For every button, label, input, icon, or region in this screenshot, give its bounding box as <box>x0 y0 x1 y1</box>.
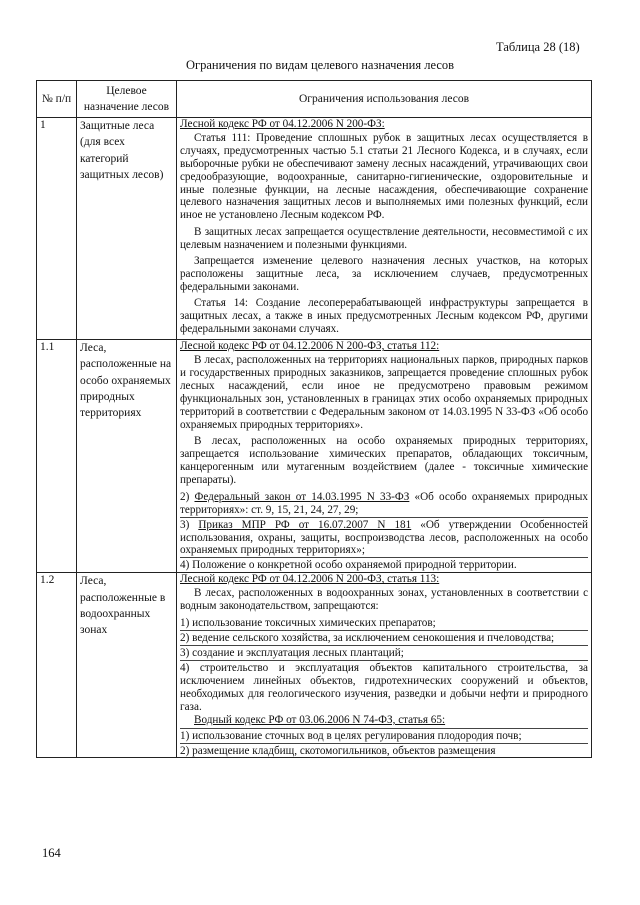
row-number: 1 <box>37 118 77 340</box>
item-text: «Об утверждении Особенностей использования, охраны, защиты, воспроизводства лесов, расположенных на особо охраняемых природных территориях»; <box>180 518 588 557</box>
page-number: 164 <box>42 846 61 860</box>
restriction-paragraph: В лесах, расположенных на территориях национальных парков, природных парков и государственных природных заказников, запрещается проведение сплошных рубок лесных насаждений, если иное не предусмотрено правовым режимом функциональных зон, установленных в границах этих особо охраняемых природных территорий в соответствии с Федеральным законом от 14.03.1995 N 33-ФЗ «Об особо охраняемых природных территориях». <box>180 353 588 431</box>
row-number: 1.1 <box>37 340 77 573</box>
table-header-row <box>37 81 592 118</box>
item-prefix: 3) <box>180 518 199 531</box>
item-text: 4) Положение о конкретной особо охраняемой природной территории. <box>180 559 517 572</box>
row-restrictions <box>177 573 592 758</box>
restriction-paragraph: В лесах, расположенных в водоохранных зонах, установленных в соответствии с водным законодательством, запрещаются: <box>180 587 588 613</box>
restriction-paragraph: В защитных лесах запрещается осуществление деятельности, несовместимой с их целевым назначением и полезными функциями. <box>180 225 588 251</box>
list-item <box>180 490 588 517</box>
law-reference: Лесной кодекс РФ от 04.12.2006 N 200-ФЗ, статья 112: <box>180 340 440 353</box>
col-header-restrictions: Ограничения использования лесов <box>177 81 592 118</box>
table-label: Таблица 28 (18) <box>496 40 580 54</box>
restriction-paragraph: Статья 14: Создание лесоперерабатывающей инфраструктуры запрещается в защитных лесах, а также в иных предусмотренных Лесным кодексом РФ, другими федеральными законами случаях. <box>180 296 588 335</box>
table-row <box>37 573 592 758</box>
list-item: 1) использование сточных вод в целях регулирования плодородия почв; <box>180 728 588 743</box>
law-reference: Водный кодекс РФ от 03.06.2006 N 74-ФЗ, статья 65: <box>194 713 446 726</box>
col-header-number: № п/п <box>37 81 77 118</box>
item-prefix: 2) <box>180 490 195 503</box>
table-row <box>37 340 592 573</box>
law-reference: Федеральный закон от 14.03.1995 N 33-ФЗ <box>194 490 410 503</box>
list-item: 2) ведение сельского хозяйства, за исключением сенокошения и пчеловодства; <box>180 630 588 645</box>
list-item <box>180 557 588 572</box>
restriction-paragraph: Запрещается изменение целевого назначения лесных участков, на которых расположены защитные леса, за исключением случаев, предусмотренных федеральными законами. <box>180 254 588 293</box>
law-reference: Лесной кодекс РФ от 04.12.2006 N 200-ФЗ, статья 113: <box>180 573 440 586</box>
document-title: Ограничения по видам целевого назначения лесов <box>185 58 455 72</box>
restriction-paragraph: В лесах, расположенных на особо охраняемых природных территориях, запрещается использование химических препаратов, обладающих токсичным, канцерогенным или мутагенным воздействием (далее - токсичные химические препараты). <box>180 434 588 486</box>
law-reference: Приказ МПР РФ от 16.07.2007 N 181 <box>198 518 412 531</box>
list-item: 4) строительство и эксплуатация объектов капитального строительства, за исключением линейных объектов, гидротехнических сооружений и объектов, необходимых для геологического изучения, разведки и добычи нефти и природного газа. <box>180 662 588 713</box>
restrictions-table <box>36 80 592 758</box>
row-purpose: Леса, расположенные в водоохранных зонах <box>77 573 177 758</box>
table-row <box>37 118 592 340</box>
row-restrictions <box>177 118 592 340</box>
row-number: 1.2 <box>37 573 77 758</box>
law-reference: Лесной кодекс РФ от 04.12.2006 N 200-ФЗ: <box>180 118 385 130</box>
list-item: 1) использование токсичных химических препаратов; <box>180 617 436 630</box>
list-item <box>180 517 588 558</box>
col-header-purpose: Целевое назначение лесов <box>77 81 177 118</box>
list-item: 3) создание и эксплуатация лесных плантаций; <box>180 645 588 660</box>
row-purpose: Леса, расположенные на особо охраняемых природных территориях <box>77 340 177 573</box>
list-item: 2) размещение кладбищ, скотомогильников, объектов размещения <box>180 743 588 758</box>
restriction-paragraph: Статья 111: Проведение сплошных рубок в защитных лесах осуществляется в случаях, предусмотренных частью 5.1 статьи 21 Лесного Кодекса, и в случаях, если выборочные рубки не обеспечивают замену лесных насаждений, утрачивающих свои средообразующие, водоохранные, санитарно-гигиенические, оздоровительные и иные полезные функции, на лесные насаждения, обеспечивающие сохранение целевого назначения защитных лесов и выполняемых ими полезных функций, если иное не установлено Лесным кодексом РФ. <box>180 131 588 222</box>
row-restrictions <box>177 340 592 573</box>
row-purpose: Защитные леса (для всех категорий защитных лесов) <box>77 118 177 340</box>
item-text: «Об особо охраняемых природных территориях»: ст. 9, 15, 21, 24, 27, 29; <box>180 490 589 516</box>
